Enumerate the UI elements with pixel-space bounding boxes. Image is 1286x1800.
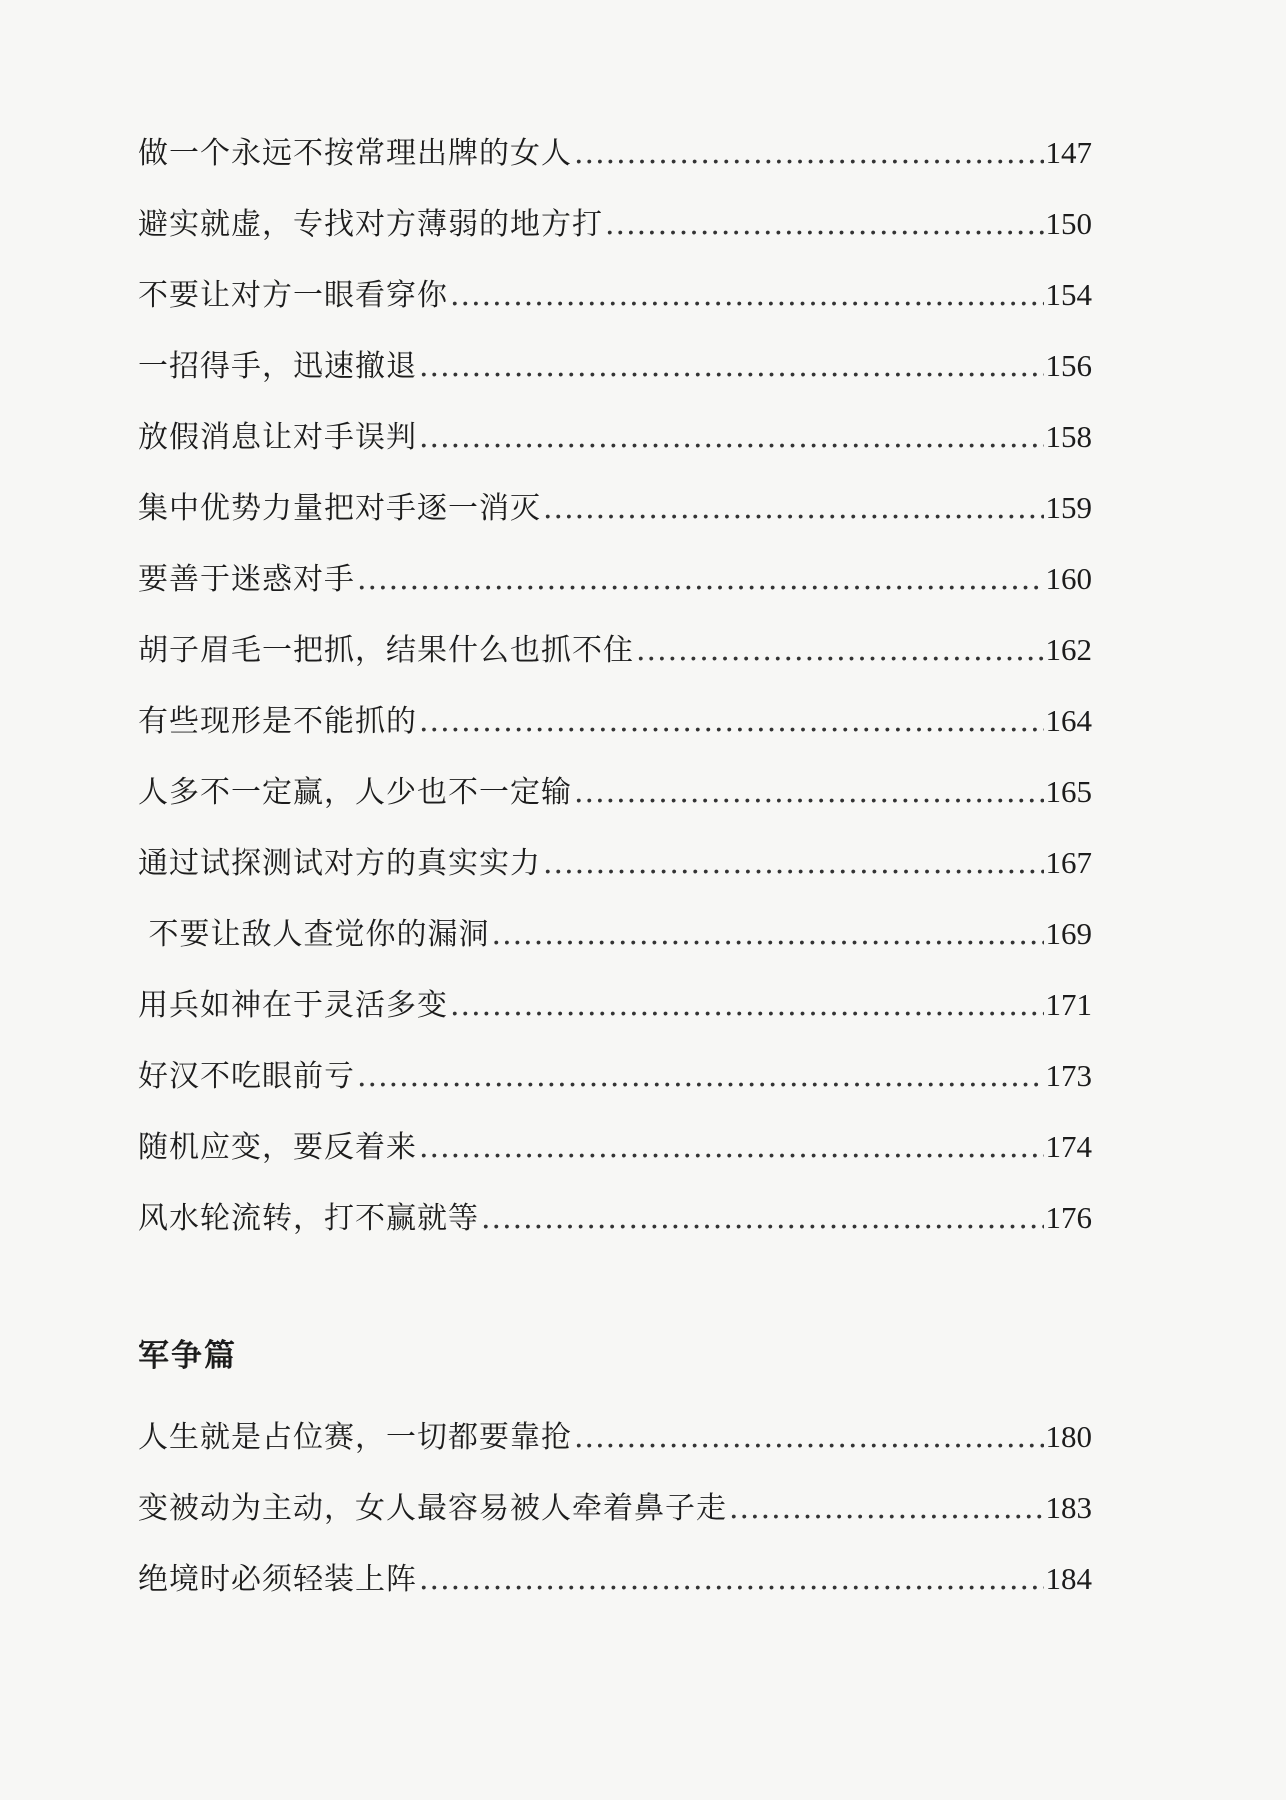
toc-list [138,117,1092,1253]
toc-dot-leader [636,615,1044,686]
toc-entry [138,827,1092,898]
toc-entry-title: 人多不一定赢，人少也不一定输 [138,775,572,810]
toc-entry [138,1040,1092,1111]
toc-entry-page-number: 176 [1045,1200,1092,1235]
toc-entry-title: 避实就虚，专找对方薄弱的地方打 [138,207,603,242]
toc-entry-title: 随机应变，要反着来 [138,1130,417,1165]
toc-entry-page-number: 150 [1045,206,1092,241]
toc-entry-page-number: 160 [1045,561,1092,596]
toc-entry [138,969,1092,1040]
toc-entry-title: 变被动为主动，女人最容易被人牵着鼻子走 [138,1491,727,1526]
toc-dot-leader [419,1544,1044,1615]
toc-entry-title: 集中优势力量把对手逐一消灭 [138,491,541,526]
toc-dot-leader [357,544,1044,615]
toc-dot-leader [729,1473,1044,1544]
toc-dot-leader [419,1112,1044,1183]
toc-entry-page-number: 180 [1045,1419,1092,1454]
toc-entry-page-number: 184 [1045,1561,1092,1596]
toc-entry-title: 人生就是占位赛，一切都要靠抢 [138,1420,572,1455]
toc-entry-page-number: 174 [1045,1129,1092,1164]
toc-dot-leader [492,899,1044,970]
table-of-contents [138,117,1092,1253]
toc-entry-title: 一招得手，迅速撤退 [138,349,417,384]
toc-entry-title: 不要让对方一眼看穿你 [138,278,448,313]
toc-dot-leader [450,260,1044,331]
toc-entry-title: 好汉不吃眼前亏 [138,1059,355,1094]
toc-entry-title: 要善于迷惑对手 [138,562,355,597]
toc-entry-title: 胡子眉毛一把抓，结果什么也抓不住 [138,633,634,668]
toc-entry-page-number: 169 [1045,916,1092,951]
toc-entry [138,685,1092,756]
toc-dot-leader [605,189,1044,260]
toc-entry-title: 做一个永远不按常理出牌的女人 [138,136,572,171]
toc-entry [138,1543,1092,1614]
toc-entry [138,756,1092,827]
toc-entry [138,259,1092,330]
toc-entry [138,1182,1092,1253]
toc-dot-leader [419,686,1044,757]
toc-entry [138,1401,1092,1472]
toc-dot-leader [574,757,1044,828]
toc-dot-leader [574,1402,1044,1473]
toc-entry-title: 绝境时必须轻装上阵 [138,1562,417,1597]
toc-dot-leader [450,970,1044,1041]
toc-entry-page-number: 164 [1045,703,1092,738]
toc-entry-title: 通过试探测试对方的真实实力 [138,846,541,881]
toc-entry-page-number: 159 [1045,490,1092,525]
toc-entry [138,1111,1092,1182]
toc-list [138,1401,1092,1614]
toc-dot-leader [481,1183,1044,1254]
toc-entry [138,1472,1092,1543]
toc-dot-leader [419,331,1044,402]
toc-entry-page-number: 162 [1045,632,1092,667]
toc-entry-page-number: 165 [1045,774,1092,809]
toc-entry [138,117,1092,188]
toc-dot-leader [357,1041,1044,1112]
toc-entry [138,472,1092,543]
toc-entry-title: 有些现形是不能抓的 [138,704,417,739]
toc-entry-title: 风水轮流转，打不赢就等 [138,1201,479,1236]
toc-entry [138,614,1092,685]
toc-entry-title: 不要让敌人查觉你的漏洞 [138,917,490,952]
toc-dot-leader [543,828,1044,899]
toc-entry-page-number: 147 [1045,135,1092,170]
toc-entry-title: 用兵如神在于灵活多变 [138,988,448,1023]
section-heading: 军争篇 [138,1338,237,1374]
toc-dot-leader [574,118,1044,189]
toc-entry-page-number: 156 [1045,348,1092,383]
table-of-contents-section [138,1401,1092,1614]
toc-entry-page-number: 158 [1045,419,1092,454]
toc-entry [138,543,1092,614]
toc-dot-leader [543,473,1044,544]
toc-dot-leader [419,402,1044,473]
toc-entry-page-number: 173 [1045,1058,1092,1093]
toc-entry-page-number: 171 [1045,987,1092,1022]
toc-entry [138,898,1092,969]
toc-entry [138,330,1092,401]
toc-entry [138,188,1092,259]
toc-entry-page-number: 183 [1045,1490,1092,1525]
toc-entry [138,401,1092,472]
toc-entry-page-number: 167 [1045,845,1092,880]
toc-entry-page-number: 154 [1045,277,1092,312]
toc-entry-title: 放假消息让对手误判 [138,420,417,455]
